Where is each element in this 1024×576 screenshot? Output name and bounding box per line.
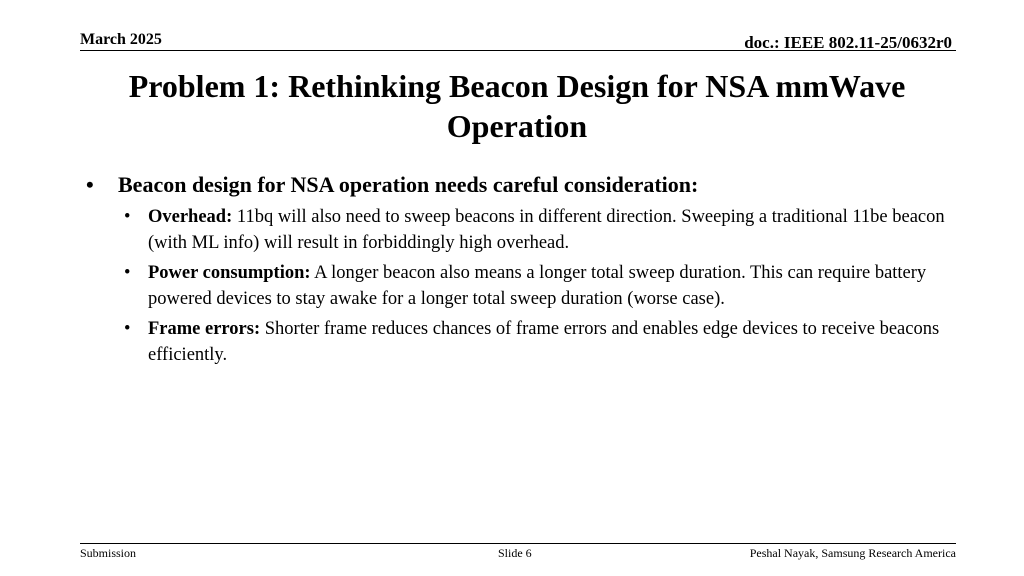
header-date: March 2025	[80, 31, 162, 48]
footer-slide-number: Slide 6	[498, 546, 532, 560]
sub-bullet-content	[148, 260, 964, 312]
main-bullet	[82, 170, 964, 200]
sub-bullet-text: 11bq will also need to sweep beacons in different direction. Sweeping a traditional 11be beacon (with ML info) will result in forbiddingly high overhead.	[148, 207, 945, 253]
sub-bullet-term: Overhead:	[148, 207, 233, 227]
sub-bullet-frame-errors	[124, 316, 964, 368]
bullet-marker: •	[124, 263, 131, 283]
sub-bullet-power-consumption	[124, 260, 964, 312]
slide-title: Problem 1: Rethinking Beacon Design for NSA mmWave Operation	[128, 68, 906, 144]
footer-author: Peshal Nayak, Samsung Research America	[749, 546, 956, 560]
slide-body	[82, 170, 964, 372]
sub-bullet-term: Power consumption:	[148, 263, 311, 283]
main-bullet-text: Beacon design for NSA operation needs careful consideration:	[118, 172, 699, 197]
sub-bullet-term: Frame errors:	[148, 319, 261, 339]
sub-bullet-content	[148, 316, 964, 368]
sub-bullet-text: A longer beacon also means a longer total sweep duration. This can require battery powered devices to stay awake for a longer total sweep duration (worse case).	[148, 263, 927, 309]
header-doc-id: doc.: IEEE 802.11-25/0632r0	[744, 33, 952, 52]
sub-bullet-list	[124, 204, 964, 368]
sub-bullet-content	[148, 204, 964, 256]
footer-divider	[80, 543, 956, 544]
sub-bullet-text: Shorter frame reduces chances of frame errors and enables edge devices to receive beacons efficiently.	[148, 319, 940, 365]
bullet-marker: •	[86, 172, 94, 197]
header-divider	[80, 50, 956, 51]
footer-submission: Submission	[80, 546, 137, 560]
sub-bullet-overhead	[124, 204, 964, 256]
bullet-marker: •	[124, 319, 131, 339]
bullet-marker: •	[124, 207, 131, 227]
